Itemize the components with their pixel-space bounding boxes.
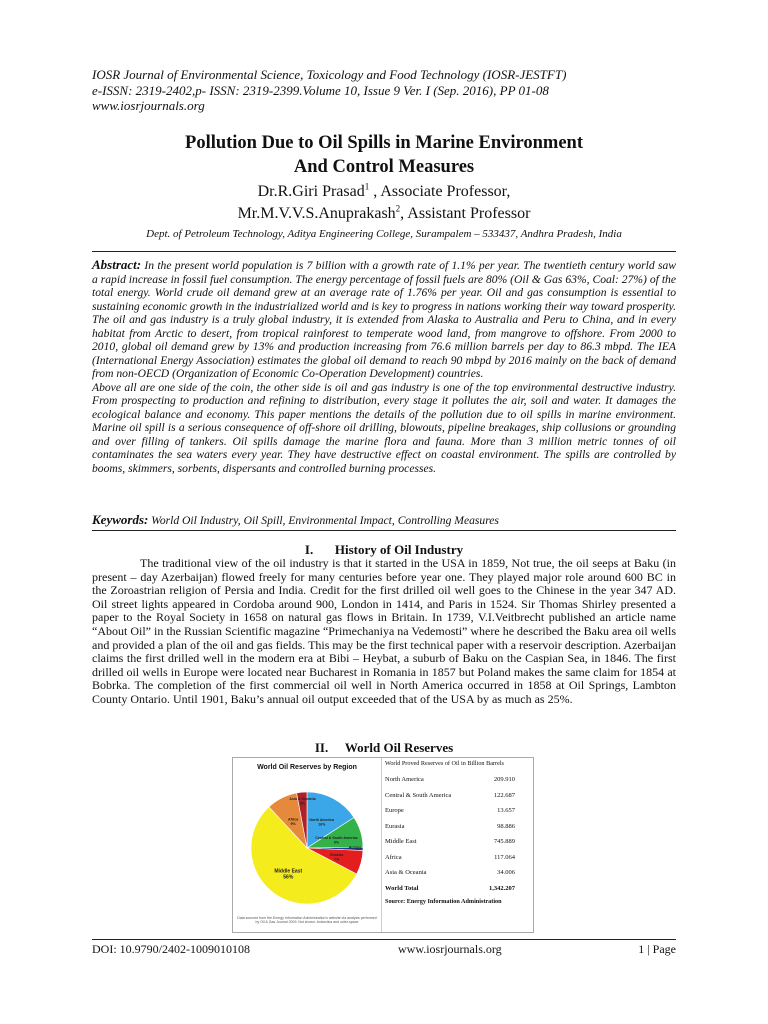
table-cell-value: 98.886	[497, 822, 515, 830]
table-row	[385, 803, 529, 819]
total-label: World Total	[385, 884, 419, 892]
table-rows	[385, 772, 529, 881]
pie-slice-label: Middle East 56%	[274, 868, 303, 881]
pie-slice-label: Asia & Oceania 3%	[289, 797, 316, 806]
table-cell-region: Asia & Oceania	[385, 869, 427, 876]
author-2-name: Mr.M.V.V.S.Anuprakash	[237, 205, 396, 222]
table-cell-value: 117.064	[494, 853, 515, 861]
table-cell-value: 13.657	[497, 807, 515, 814]
footer-divider	[92, 939, 676, 940]
pie-chart-panel	[233, 758, 382, 932]
table-row	[385, 772, 529, 788]
table-source: Source: Energy Information Administration	[385, 898, 502, 905]
pie-slice-label: Central & South America 9%	[315, 836, 358, 845]
footer-site[interactable]: www.iosrjournals.org	[398, 942, 502, 956]
pie-slice-label: Europe	[348, 845, 362, 850]
table-cell-region: Africa	[385, 853, 402, 861]
chart-title: World Oil Reserves by Region	[257, 764, 357, 771]
journal-name: IOSR Journal of Environmental Science, Toxicology and Food Technology (IOSR-JESTFT)	[92, 67, 567, 82]
author-2-role: , Assistant Professor	[400, 205, 531, 222]
table-cell-value: 209.910	[493, 776, 515, 783]
table-row	[385, 819, 529, 835]
footer-page-number: 1 | Page	[638, 942, 676, 956]
divider-top	[92, 251, 676, 252]
table-cell-region: Central & South America	[385, 791, 452, 799]
divider-bottom	[92, 530, 676, 531]
keywords-text: World Oil Industry, Oil Spill, Environmental Impact, Controlling Measures	[148, 514, 499, 527]
author-1-sup: 1	[364, 181, 370, 192]
table-caption: World Proved Reserves of Oil in Billion Barrels	[385, 760, 504, 767]
title-line-1: Pollution Due to Oil Spills in Marine Environment	[185, 133, 583, 153]
journal-header	[92, 67, 692, 114]
author-1-name: Dr.R.Giri Prasad	[257, 183, 365, 200]
journal-url: www.iosrjournals.org	[92, 98, 205, 113]
table-cell-value: 34.006	[497, 869, 515, 876]
footer-doi: DOI: 10.9790/2402-1009010108	[92, 942, 250, 956]
table-cell-region: Middle East	[385, 838, 417, 845]
table-total-row	[385, 881, 529, 897]
paper-title	[84, 131, 684, 179]
affiliation: Dept. of Petroleum Technology, Aditya Engineering College, Surampalem – 533437, Andhra Pradesh, India	[146, 228, 622, 240]
table-cell-region: Europe	[385, 807, 404, 814]
section-1-text: The traditional view of the oil industry is that it started in the USA in 1859, Not true, the oil seeps at Baku (in present – day Azerbaijan) flowed freely for many centuries before year one. They played major role around 600 BC in the Zoroastrian religion of Persia and India. Credit for the first drilled oil well goes to the Chinese in the year 347 AD. Oil street lights appeared in Cordoba around 900, London in 1414, and Paris in 1524. Sir Thomas Shirley presented a paper to the Royal Society in 1658 on natural gas flows in Britain. In 1739, V.I.Veitbrecht published an article name “About Oil” in the Russian Scientific magazine “Primechaniya na Vedemosti” where he described the Baku area oil wells and provided a plan of the oil and gas fields. This may be the first technical paper with a reservoir description. Azerbaijan claims the first drilled well in the modern era at Bibi – Heybat, a suburb of Baku on the Caspian Sea, in 1846. The first drilled oil wells in Europe were located near Bucharest in Romania in 1857 but Poland makes the same claim for 1854 at Bobrka. The completion of the first commercial oil well in North America occurred in 1858 at Oil Springs, Lambton County Ontario. Until 1901, Baku’s annual oil output exceeded that of the USA by as much as 25%.	[92, 556, 676, 706]
table-row	[385, 865, 529, 881]
section-1-title: History of Oil Industry	[334, 542, 464, 557]
reserves-table	[385, 760, 529, 905]
chart-footnote: Data sourced from the Energy Information Administration's website via analysis performed by Oil & Gas Journal 2009. Not shown: Antarctica and outer-space	[237, 916, 377, 924]
abstract-para-2: Above all are one side of the coin, the other side is oil and gas industry is one of the top environmental destructive industry. From prospecting to production and refining to distribution, every stage it pollutes the air, soil and water. It damages the ecological balance and economy. This paper mentions the details of the pollution due to oil spills in marine environment. Marine oil spill is a serious consequence of off-shore oil drilling, blowouts, pipeline breakages, ship collusions or grounding and over filling of tankers. Oil spills damage the marine flora and fauna. More than 3 million metric tonnes of oil contaminates the sea waters every year. They have destructive effect on coastal environment. The spills are controlled by booms, skimmers, sorbents, dispersants and controlled burning processes.	[92, 380, 676, 475]
author-2	[84, 203, 684, 225]
pie-slice-label: Africa 9%	[288, 817, 299, 826]
author-1-role: , Associate Professor,	[369, 183, 511, 200]
abstract-para-1: In the present world population is 7 billion with a growth rate of 1.1% per year. The twentieth century world saw a rapid increase in fossil fuel consumption. The energy percentage of fossil fuels are 80% (Oil & Gas 63%, Coal: 27%) of the total energy. World crude oil demand grew at an average rate of 1.76% per year. Oil and gas consumption is essential to sustaining economic growth in the industrialized world and is key to progress in nations working their way toward prosperity. The oil and gas industry is a truly global industry, it is extended from Alaska to Australia and Peru to China, and in every habitat from Arctic to desert, from tropical rainforest to temperate wood land, from mangrove to offshore. From 2000 to 2010, global oil demand grew by 13% and production increasing from 76.6 million barrels per day to 86.3 mbpd. The IEA (International Energy Association) estimates the global oil demand to reach 90 mbpd by 2016 mainly on the back of demand from non-OECD (Organization of Economic Co-Operation Development) countries.	[92, 259, 676, 380]
journal-issn: e-ISSN: 2319-2402,p- ISSN: 2319-2399.Volume 10, Issue 9 Ver. I (Sep. 2016), PP 01-08	[92, 82, 549, 98]
keywords-label: Keywords:	[92, 512, 149, 527]
table-row	[385, 834, 529, 850]
section-2-title: World Oil Reserves	[344, 740, 454, 755]
oil-reserves-figure	[232, 757, 534, 933]
pie-slice-label: Eurasia 7%	[330, 853, 344, 862]
abstract	[92, 258, 676, 475]
pie-chart	[233, 768, 381, 918]
table-row	[385, 850, 529, 866]
table-cell-value: 745.889	[493, 838, 515, 845]
author-2-sup: 2	[395, 203, 401, 214]
section-2-heading	[84, 740, 684, 756]
table-row	[385, 788, 529, 804]
table-cell-region: North America	[385, 776, 424, 783]
authors	[84, 181, 684, 225]
table-cell-region: Eurasia	[385, 822, 405, 830]
section-1-body	[92, 557, 676, 707]
table-cell-value: 122.687	[493, 791, 515, 799]
section-2-number: II.	[314, 740, 329, 755]
section-1-number: I.	[304, 542, 314, 557]
pie-slice-label: North America 16%	[309, 817, 335, 827]
author-1	[84, 181, 684, 203]
total-value: 1,342.207	[489, 884, 515, 892]
abstract-label: Abstract:	[92, 257, 142, 272]
title-line-2: And Control Measures	[293, 157, 475, 177]
keywords	[92, 513, 676, 528]
